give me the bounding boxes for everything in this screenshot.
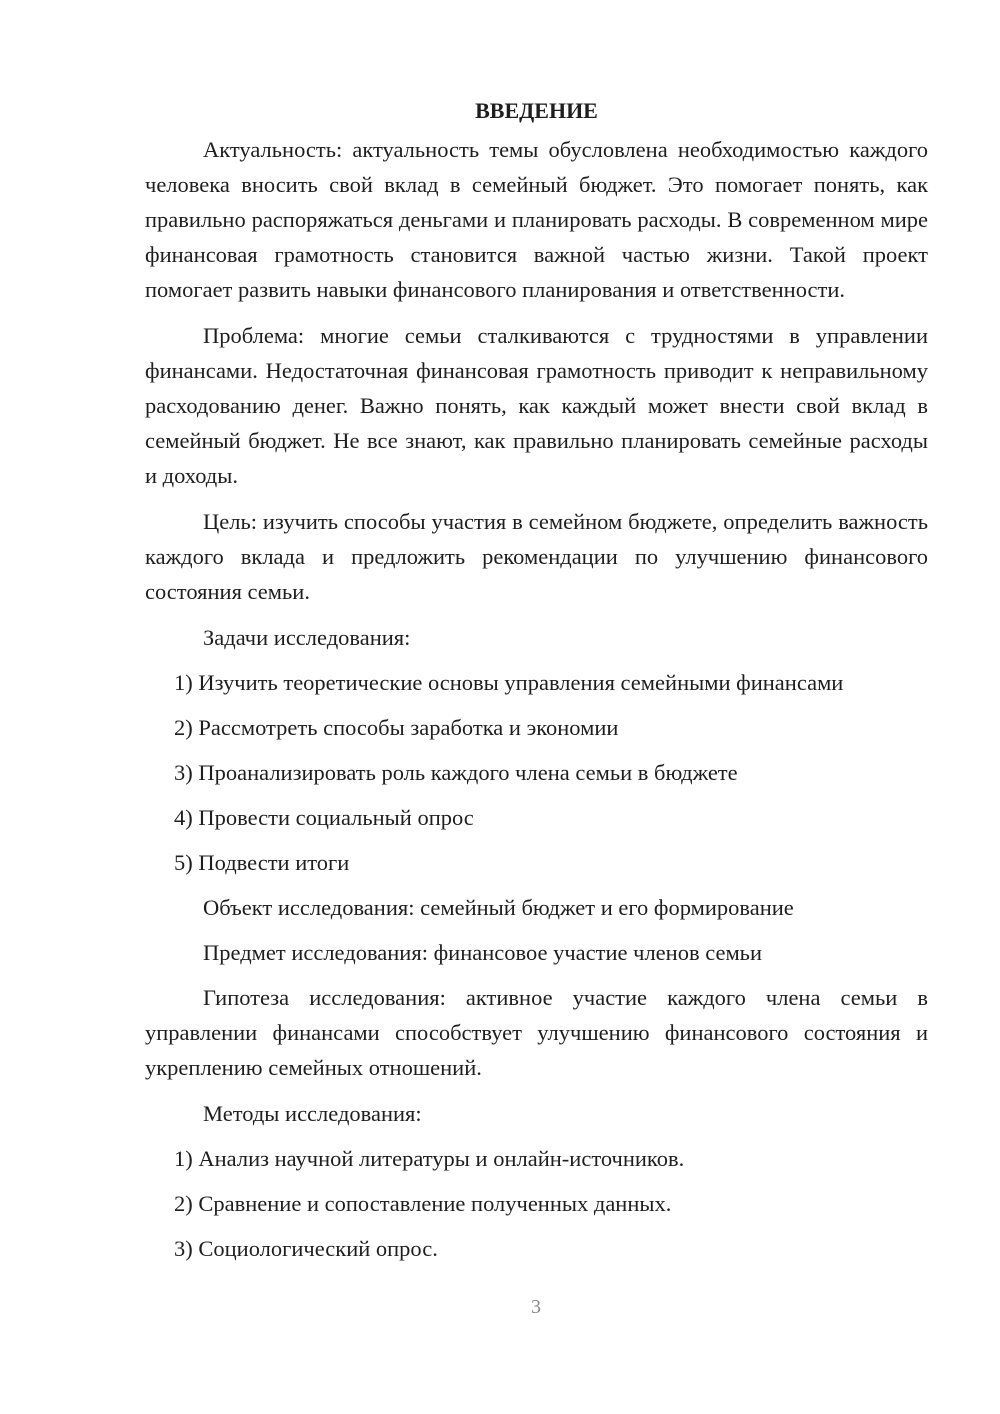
method-item-3: 3) Социологический опрос. — [174, 1236, 438, 1261]
task-item-2: 2) Рассмотреть способы заработка и экономии — [174, 715, 619, 740]
relevance-paragraph: Актуальность: актуальность темы обусловлена необходимостью каждого человека вносить свой вклад в семейный бюджет. Это помогает понять, как правильно распоряжаться деньгами и планировать расходы. В современном мире финансовая грамотность становится важной частью жизни. Такой проект помогает развить навыки финансового планирования и ответственности. — [145, 137, 928, 302]
subject-paragraph: Предмет исследования: финансовое участие членов семьи — [203, 940, 762, 965]
object-paragraph: Объект исследования: семейный бюджет и его формирование — [203, 895, 794, 920]
task-item-1: 1) Изучить теоретические основы управления семейными финансами — [174, 670, 844, 695]
goal-paragraph: Цель: изучить способы участия в семейном бюджете, определить важность каждого вклада и предложить рекомендации по улучшению финансового состояния семьи. — [145, 509, 928, 604]
problem-paragraph: Проблема: многие семьи сталкиваются с трудностями в управлении финансами. Недостаточная финансовая грамотность приводит к неправильному расходованию денег. Важно понять, как каждый может внести свой вклад в семейный бюджет. Не все знают, как правильно планировать семейные расходы и доходы. — [145, 323, 928, 488]
page-content — [145, 94, 928, 1276]
task-item-3: 3) Проанализировать роль каждого члена семьи в бюджете — [174, 760, 738, 785]
tasks-heading: Задачи исследования: — [203, 625, 411, 650]
page-number: 3 — [531, 1296, 541, 1318]
method-item-2: 2) Сравнение и сопоставление полученных данных. — [174, 1191, 672, 1216]
methods-heading: Методы исследования: — [203, 1101, 422, 1126]
page-title: ВВЕДЕНИЕ — [475, 98, 598, 123]
method-item-1: 1) Анализ научной литературы и онлайн-источников. — [174, 1146, 685, 1171]
task-item-4: 4) Провести социальный опрос — [174, 805, 474, 830]
task-item-5: 5) Подвести итоги — [174, 850, 350, 875]
hypothesis-paragraph: Гипотеза исследования: активное участие каждого члена семьи в управлении финансами способствует улучшению финансового состояния и укреплению семейных отношений. — [145, 985, 928, 1080]
